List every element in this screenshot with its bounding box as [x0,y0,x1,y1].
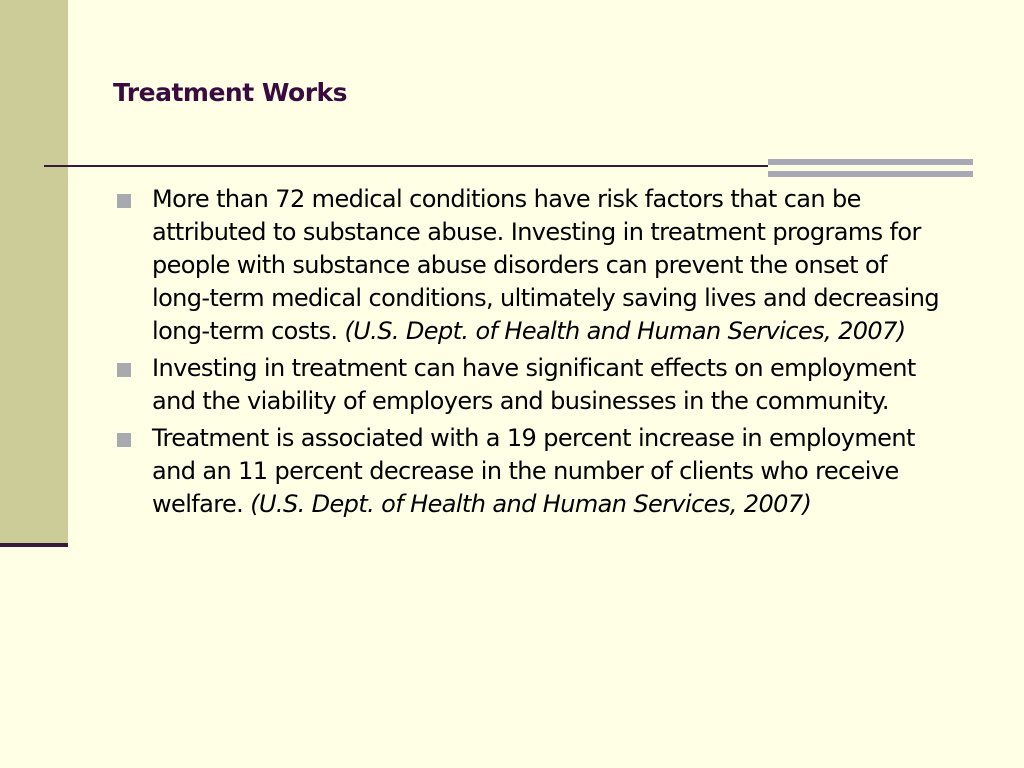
bullet-item [115,183,945,348]
bullet-item [115,352,945,418]
side-bar-rule [0,543,68,547]
square-bullet-icon [117,433,131,447]
bullet-citation: (U.S. Dept. of Health and Human Services, 2007) [344,317,906,345]
accent-bar-bottom [768,171,973,177]
bullet-text: More than 72 medical conditions have risk factors that can be attributed to substance abuse. Investing in treatment programs for people with substance abuse disorders can prevent the onset of long-term medical conditions, ultimately saving lives and decreasing long-term costs. [152,185,939,345]
bullet-list [115,183,945,525]
bullet-item [115,422,945,521]
bullet-text: Treatment is associated with a 19 percent increase in employment and an 11 percent decrease in the number of clients who receive welfare. [152,424,915,518]
slide-title: Treatment Works [113,78,348,107]
bullet-citation: (U.S. Dept. of Health and Human Services, 2007) [250,490,812,518]
square-bullet-icon [117,363,131,377]
title-divider [44,165,769,167]
square-bullet-icon [117,194,131,208]
bullet-text: Investing in treatment can have significant effects on employment and the viability of employers and businesses in the community. [152,354,916,415]
side-bar-decoration [0,0,68,543]
